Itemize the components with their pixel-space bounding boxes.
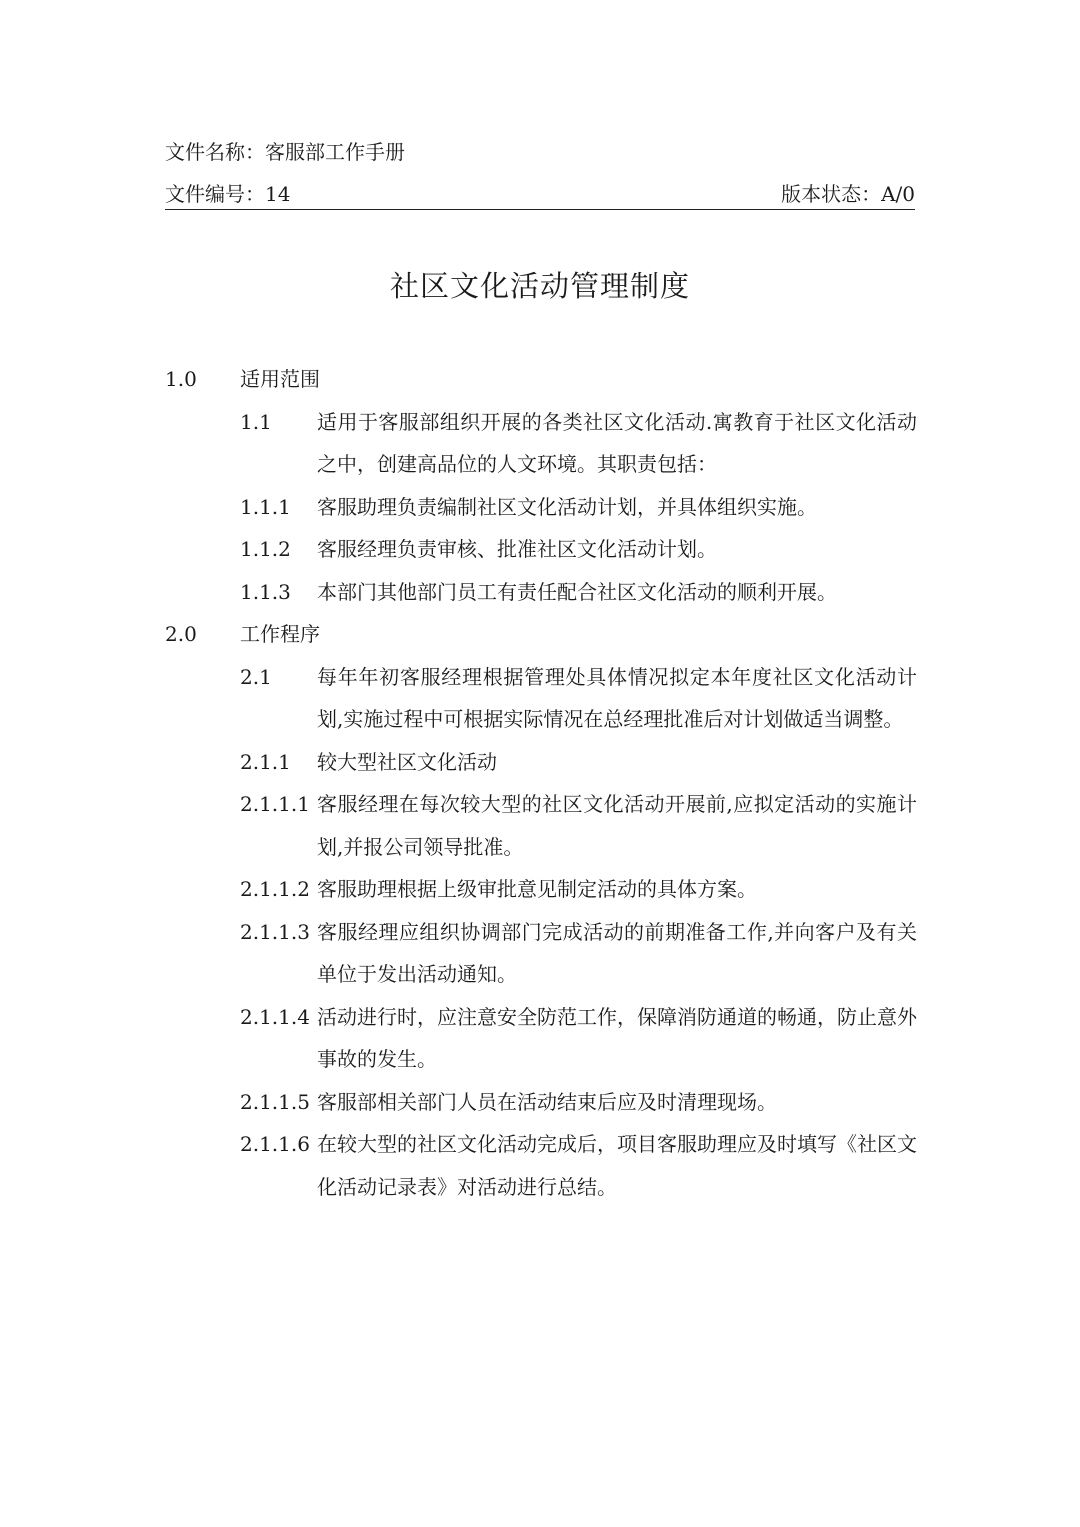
section-item (165, 868, 917, 911)
section-number: 2.1.1 (240, 749, 291, 774)
section-text: 本部门其他部门员工有责任配合社区文化活动的顺利开展。 (317, 579, 837, 604)
section-item (165, 741, 917, 784)
section-text: 客服经理负责审核、批准社区文化活动计划。 (317, 537, 717, 561)
file-name: 文件名称：客服部工作手册 (165, 140, 405, 164)
section-text: 工作程序 (240, 622, 320, 646)
section-item (165, 613, 917, 656)
section-text: 较大型社区文化活动 (317, 749, 497, 774)
section-item (165, 401, 917, 486)
version-status: 版本状态：A/0 (781, 182, 915, 206)
section-number: 1.1.2 (240, 537, 291, 561)
section-number: 2.1.1.5 (240, 1089, 310, 1114)
document-header (165, 137, 915, 210)
section-number: 2.1 (240, 664, 272, 689)
section-text: 客服助理根据上级审批意见制定活动的具体方案。 (317, 877, 757, 901)
header-info-row (165, 179, 915, 210)
section-number: 1.1.1 (240, 494, 291, 519)
section-number: 2.1.1.3 (240, 919, 310, 944)
section-text: 客服经理应组织协调部门完成活动的前期准备工作,并向客户及有关单位于发出活动通知。 (317, 919, 917, 986)
section-item (165, 486, 917, 529)
section-text: 客服助理负责编制社区文化活动计划，并具体组织实施。 (317, 494, 817, 519)
section-number: 1.1.3 (240, 579, 291, 604)
section-number: 1.1 (240, 409, 272, 434)
section-number: 2.1.1.2 (240, 877, 310, 901)
section-number: 2.0 (165, 622, 197, 646)
section-item (165, 528, 917, 571)
file-number: 文件编号：14 (165, 182, 291, 206)
section-text: 适用于客服部组织开展的各类社区文化活动.寓教育于社区文化活动之中，创建高品位的人文环境。其职责包括： (317, 409, 917, 476)
section-text: 每年年初客服经理根据管理处具体情况拟定本年度社区文化活动计划,实施过程中可根据实际情况在总经理批准后对计划做适当调整。 (317, 664, 917, 731)
section-text: 适用范围 (240, 367, 320, 391)
section-number: 1.0 (165, 367, 197, 391)
section-item (165, 358, 917, 401)
section-text: 活动进行时，应注意安全防范工作，保障消防通道的畅通，防止意外事故的发生。 (317, 1004, 917, 1071)
section-number: 2.1.1.1 (240, 792, 310, 816)
section-item (165, 911, 917, 996)
section-number: 2.1.1.6 (240, 1132, 310, 1156)
section-text: 客服部相关部门人员在活动结束后应及时清理现场。 (317, 1089, 777, 1114)
section-item (165, 996, 917, 1081)
section-text: 客服经理在每次较大型的社区文化活动开展前,应拟定活动的实施计划,并报公司领导批准。 (317, 792, 917, 859)
document-title: 社区文化活动管理制度 (389, 269, 690, 303)
section-number: 2.1.1.4 (240, 1004, 310, 1029)
section-item (165, 656, 917, 741)
section-item (165, 571, 917, 614)
section-item (165, 1123, 917, 1208)
section-item (165, 1081, 917, 1124)
document-body (165, 358, 917, 1208)
section-item (165, 783, 917, 868)
section-text: 在较大型的社区文化活动完成后，项目客服助理应及时填写《社区文化活动记录表》对活动进行总结。 (317, 1132, 917, 1199)
